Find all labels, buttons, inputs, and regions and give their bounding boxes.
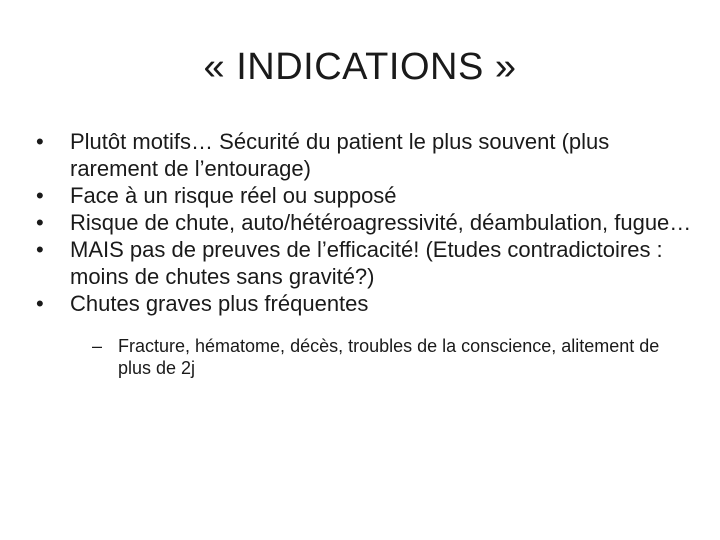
bullet-item: [36, 182, 696, 209]
bullet-icon: •: [36, 237, 44, 262]
sub-bullet-text: Fracture, hématome, décès, troubles de la conscience, alitement de plus de 2j: [118, 336, 660, 378]
bullet-item: [36, 236, 696, 290]
bullet-text: Chutes graves plus fréquentes: [70, 291, 369, 316]
bullet-item: [36, 128, 696, 182]
bullet-icon: •: [36, 129, 44, 154]
bullet-icon: •: [36, 183, 44, 208]
bullet-item: [36, 290, 696, 317]
dash-icon: –: [92, 336, 103, 356]
bullet-list: [36, 128, 696, 379]
bullet-text: Face à un risque réel ou supposé: [70, 183, 397, 208]
sub-bullet-list: [92, 335, 696, 379]
slide-title: « INDICATIONS »: [203, 46, 517, 88]
bullet-text: Risque de chute, auto/hétéroagressivité, déambulation, fugue…: [70, 210, 692, 235]
bullet-text: MAIS pas de preuves de l’efficacité! (Etudes contradictoires : moins de chutes sans gravité?): [70, 237, 663, 289]
sub-bullet-item: [92, 335, 696, 379]
bullet-icon: •: [36, 210, 44, 235]
bullet-text: Plutôt motifs… Sécurité du patient le plus souvent (plus rarement de l’entourage): [70, 129, 610, 181]
bullet-icon: •: [36, 291, 44, 316]
bullet-item: [36, 209, 696, 236]
